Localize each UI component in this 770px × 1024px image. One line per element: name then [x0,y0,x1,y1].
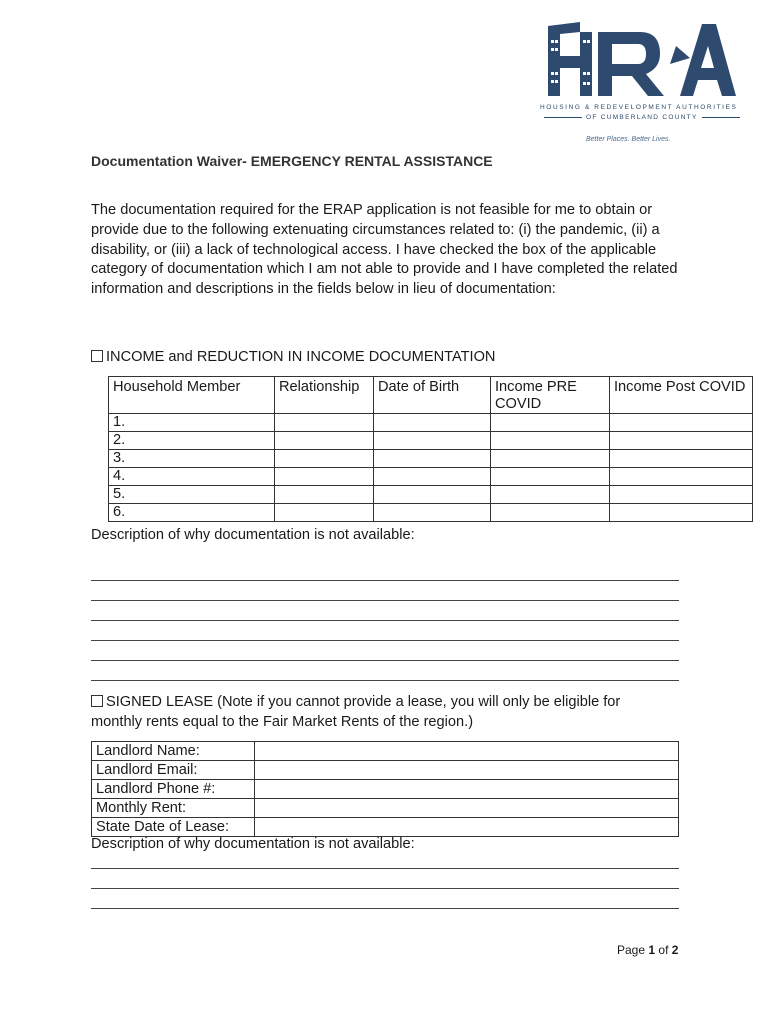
col-household-member: Household Member [109,377,275,414]
dob-cell[interactable] [374,468,491,486]
blank-line[interactable] [91,888,679,889]
table-row [109,432,753,450]
income-post-cell[interactable] [610,504,753,522]
landlord-email-field[interactable] [255,761,679,780]
table-row [109,504,753,522]
row-number[interactable]: 6. [109,504,275,522]
intro-paragraph: The documentation required for the ERAP application is not feasible for me to obtain or provide due to the following extenuating circumstances related to: (i) the pandemic, (ii) a disability, or (iii) a lack of technological access. I have checked the box of the applicable category of documentation which I am not able to provide and I have completed the related information and descriptions in the fields below in lieu of documentation: [91,202,678,298]
hra-logo [540,18,736,150]
lease-start-date-field[interactable] [255,818,679,837]
table-row [109,486,753,504]
blank-line[interactable] [91,620,679,621]
row-number[interactable]: 3. [109,450,275,468]
blank-line[interactable] [91,640,679,641]
household-table [108,376,753,522]
income-post-cell[interactable] [610,450,753,468]
income-pre-cell[interactable] [491,504,610,522]
lease-section-label [91,692,620,712]
household-table-header [109,377,753,414]
hra-logo-mark [540,18,736,102]
income-pre-cell[interactable] [491,468,610,486]
blank-line[interactable] [91,908,679,909]
income-description-lines[interactable] [91,580,679,681]
monthly-rent-field[interactable] [255,799,679,818]
income-label-text: INCOME and REDUCTION IN INCOME DOCUMENTATION [106,349,496,365]
monthly-rent-label: Monthly Rent: [92,799,255,818]
logo-county-text: OF CUMBERLAND COUNTY [586,114,698,121]
table-row [92,761,679,780]
blank-line[interactable] [91,868,679,869]
landlord-phone-label: Landlord Phone #: [92,780,255,799]
table-row [92,799,679,818]
col-income-pre-covid: Income PRE COVID [491,377,610,414]
page-current: 1 [648,943,656,957]
dob-cell[interactable] [374,432,491,450]
landlord-email-label: Landlord Email: [92,761,255,780]
dob-cell[interactable] [374,414,491,432]
logo-tagline: Better Places. Better Lives. [586,136,671,143]
logo-authority-name: HOUSING & REDEVELOPMENT AUTHORITIES [540,104,738,111]
table-row [92,818,679,837]
dob-cell[interactable] [374,486,491,504]
table-row [92,780,679,799]
row-number[interactable]: 4. [109,468,275,486]
landlord-name-label: Landlord Name: [92,742,255,761]
row-number[interactable]: 1. [109,414,275,432]
income-pre-cell[interactable] [491,414,610,432]
blank-line[interactable] [91,660,679,661]
page-number [617,943,678,957]
table-row [92,742,679,761]
table-row [109,450,753,468]
income-description-label: Description of why documentation is not available: [91,527,415,543]
relationship-cell[interactable] [275,450,374,468]
income-checkbox[interactable] [91,350,103,362]
lease-description-label: Description of why documentation is not available: [91,836,415,852]
lease-label-line1: SIGNED LEASE (Note if you cannot provide a lease, you will only be eligible for [106,694,621,710]
lease-checkbox[interactable] [91,695,103,707]
income-pre-cell[interactable] [491,486,610,504]
landlord-table [91,741,679,837]
landlord-name-field[interactable] [255,742,679,761]
row-number[interactable]: 5. [109,486,275,504]
blank-line[interactable] [91,680,679,681]
blank-line[interactable] [91,600,679,601]
blank-line[interactable] [91,580,679,581]
document-title: Documentation Waiver- EMERGENCY RENTAL ASSISTANCE [91,153,493,169]
lease-description-lines[interactable] [91,868,679,909]
relationship-cell[interactable] [275,468,374,486]
relationship-cell[interactable] [275,432,374,450]
col-relationship: Relationship [275,377,374,414]
lease-start-date-label: State Date of Lease: [92,818,255,837]
dob-cell[interactable] [374,450,491,468]
landlord-phone-field[interactable] [255,780,679,799]
page-of: of [658,943,669,957]
income-post-cell[interactable] [610,486,753,504]
income-section-label [91,347,495,367]
relationship-cell[interactable] [275,486,374,504]
relationship-cell[interactable] [275,504,374,522]
income-post-cell[interactable] [610,468,753,486]
income-post-cell[interactable] [610,414,753,432]
income-post-cell[interactable] [610,432,753,450]
col-income-post-covid: Income Post COVID [610,377,753,414]
lease-section-label-cont: monthly rents equal to the Fair Market Rents of the region.) [91,714,474,730]
page-total: 2 [671,943,679,957]
dob-cell[interactable] [374,504,491,522]
row-number[interactable]: 2. [109,432,275,450]
page-word: Page [617,943,646,957]
relationship-cell[interactable] [275,414,374,432]
logo-county [540,114,736,121]
table-row [109,468,753,486]
table-row [109,414,753,432]
col-date-of-birth: Date of Birth [374,377,491,414]
income-pre-cell[interactable] [491,432,610,450]
income-pre-cell[interactable] [491,450,610,468]
